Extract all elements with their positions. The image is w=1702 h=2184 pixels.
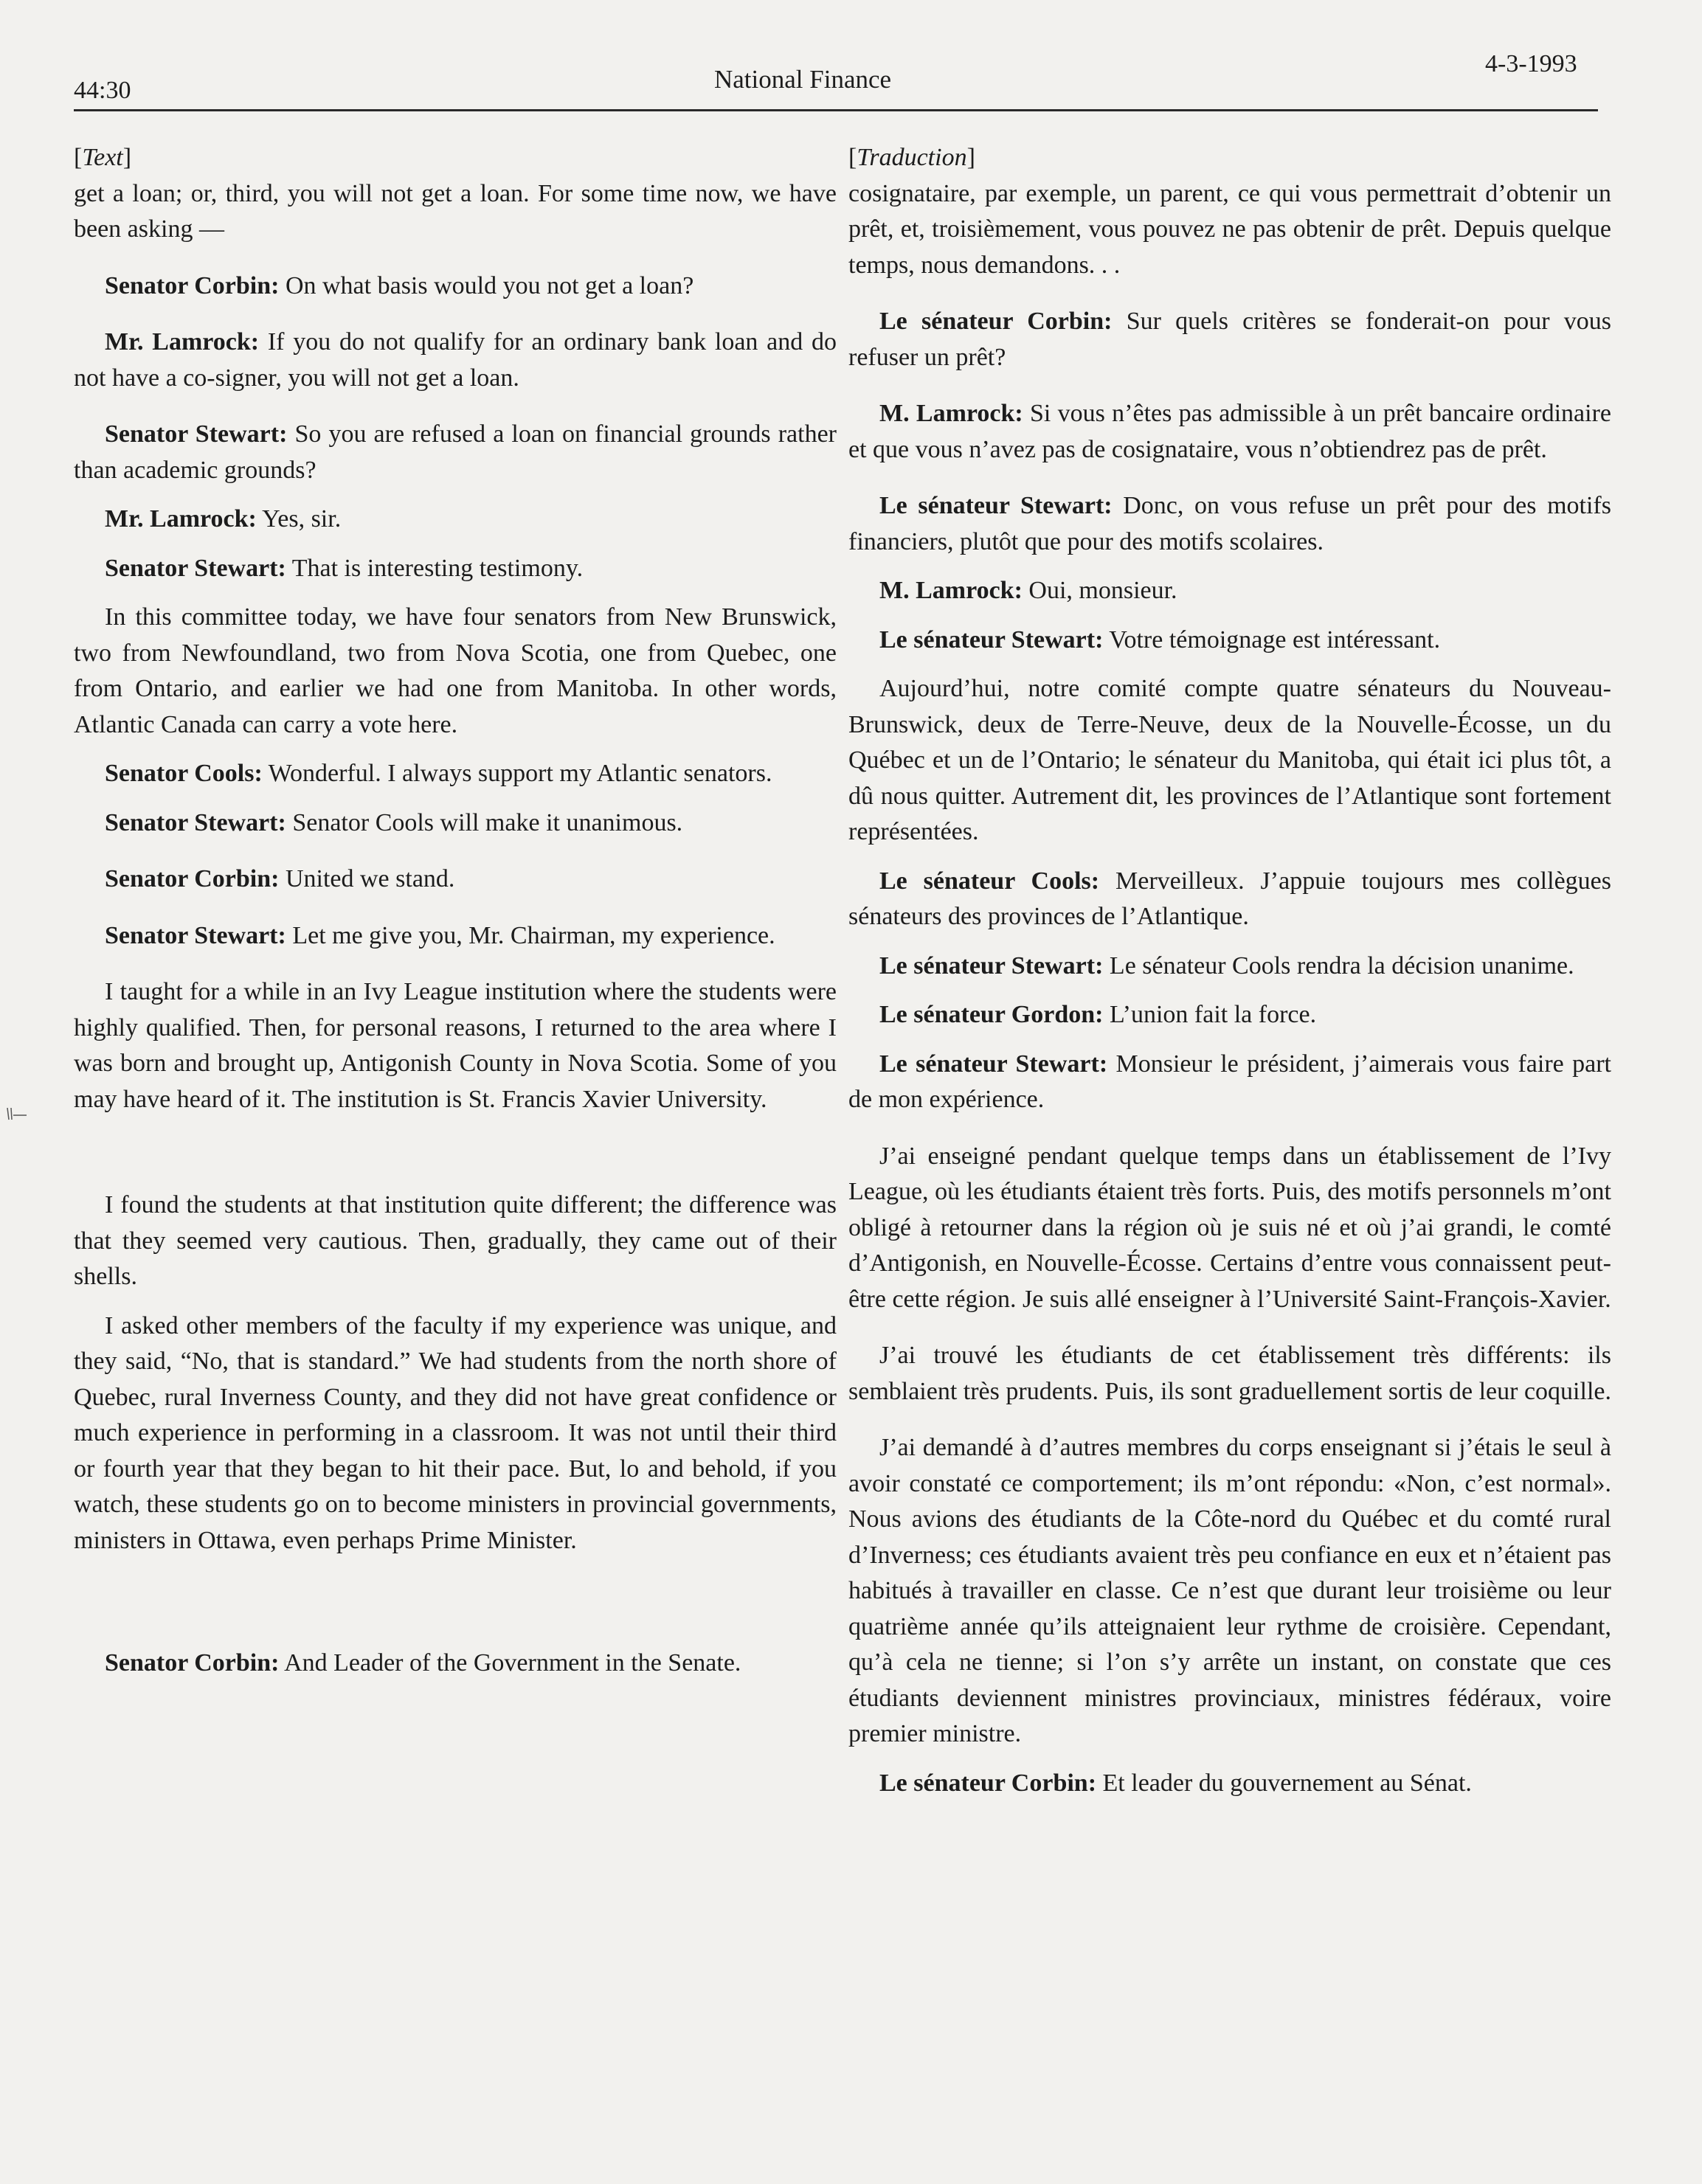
paragraph: Senator Stewart: Let me give you, Mr. Chairman, my experience. <box>105 921 775 949</box>
paragraph: I found the students at that institution quite different; the difference was that they seemed very cautious. Then, gradually, they came out of their shells. <box>74 1191 837 1290</box>
speaker: Senator Stewart: <box>105 808 286 836</box>
paragraph: M. Lamrock: Oui, monsieur. <box>879 577 1177 604</box>
speaker: Mr. Lamrock: <box>105 505 257 533</box>
paragraph: Le sénateur Gordon: L’union fait la force. <box>879 1001 1317 1028</box>
paragraph: Senator Stewart: That is interesting testimony. <box>105 554 584 582</box>
paragraph: Le sénateur Cools: Merveilleux. J’appuie toujours mes collègues sénateurs des provinces de l’Atlantique. <box>848 867 1611 930</box>
french-column <box>848 140 1611 1801</box>
speaker: Le sénateur Stewart: <box>879 492 1113 519</box>
paragraph: Senator Stewart: Senator Cools will make it unanimous. <box>105 808 683 836</box>
paragraph: Senator Cools: Wonderful. I always support my Atlantic senators. <box>105 760 772 787</box>
speaker: Le sénateur Cools: <box>879 867 1100 895</box>
speaker: Senator Stewart: <box>105 921 286 949</box>
speaker: Le sénateur Stewart: <box>879 951 1104 980</box>
paragraph: Le sénateur Stewart: Monsieur le président, j’aimerais vous faire part de mon expérience. <box>848 1050 1611 1113</box>
paragraph: Le sénateur Stewart: Votre témoignage est intéressant. <box>879 625 1441 654</box>
paragraph: Senator Stewart: So you are refused a loan on financial grounds rather than academic grounds? <box>74 420 837 484</box>
paragraph: get a loan; or, third, you will not get a loan. For some time now, we have been asking — <box>74 179 837 243</box>
paragraph: Senator Corbin: And Leader of the Government in the Senate. <box>105 1649 741 1677</box>
speaker: Senator Stewart: <box>105 554 286 582</box>
speaker: Mr. Lamrock: <box>105 328 260 356</box>
sitting-date: 4-3-1993 <box>1485 50 1577 77</box>
paragraph: cosignataire, par exemple, un parent, ce qui vous permettrait d’obtenir un prêt, et, troisièmement, vous pouvez ne pas obtenir de prêt. Depuis quelque temps, nous demandons. . . <box>848 179 1611 279</box>
speaker: Le sénateur Stewart: <box>879 1050 1108 1078</box>
paragraph: Le sénateur Stewart: Le sénateur Cools rendra la décision unanime. <box>879 951 1574 980</box>
speaker: Senator Corbin: <box>105 1649 280 1677</box>
page-reference: 44:30 <box>74 77 131 104</box>
header-rule <box>74 109 1598 111</box>
speaker: Senator Stewart: <box>105 420 288 448</box>
language-tag: [Text] <box>74 144 132 171</box>
paragraph: J’ai demandé à d’autres membres du corps enseignant si j’étais le seul à avoir constaté ce comportement; ils m’ont répondu: «Non, c’est normal». Nous avions des étudiants de la Côte-nord du Québec et du comté rural d’Inverness; ces étudiants avaient très peu confiance en eux et n’étaient pas habitués à travailler en classe. Ce n’est que durant leur troisième ou leur quatrième année qu’ils atteignaient leur rythme de croisière. Cependant, qu’à cela ne tienne; si l’on s’y arrête un instant, on constate que ces étudiants deviennent ministres provinciaux, ministres fédéraux, voire premier ministre. <box>848 1434 1611 1747</box>
paragraph: Mr. Lamrock: Yes, sir. <box>105 505 342 533</box>
paragraph: J’ai enseigné pendant quelque temps dans un établissement de l’Ivy League, où les étudiants étaient très forts. Puis, des motifs personnels m’ont obligé à retourner dans la région où je suis né et où j’ai grandi, le comté d’Antigonish, en Nouvelle-Écosse. Certains d’entre vous connaissent peut-être cette région. Je suis allé enseigner à l’Université Saint-François-Xavier. <box>848 1142 1611 1313</box>
speaker: Le sénateur Gordon: <box>879 1001 1104 1028</box>
paragraph: J’ai trouvé les étudiants de cet établissement très différents: ils semblaient très prudents. Puis, ils sont graduellement sortis de leur coquille. <box>848 1342 1611 1405</box>
paragraph: I asked other members of the faculty if my experience was unique, and they said, “No, that is standard.” We had students from the north shore of Quebec, rural Inverness County, and they did not have great confidence or much experience in performing in a classroom. It was not until their third or fourth year that they began to hit their pace. But, lo and behold, if you watch, these students go on to become ministers in provincial governments, ministers in Ottawa, even perhaps Prime Minister. <box>74 1311 837 1554</box>
speaker: Le sénateur Stewart: <box>879 625 1104 654</box>
speaker: Senator Corbin: <box>105 271 280 299</box>
margin-mark-icon <box>6 1106 28 1121</box>
paragraph: Senator Corbin: United we stand. <box>105 865 455 892</box>
paragraph: M. Lamrock: Si vous n’êtes pas admissible à un prêt bancaire ordinaire et que vous n’avez pas de cosignataire, vous n’obtiendrez pas de prêt. <box>848 400 1612 463</box>
paragraph: Le sénateur Corbin: Sur quels critères se fonderait-on pour vous refuser un prêt? <box>848 308 1611 371</box>
paragraph: Le sénateur Corbin: Et leader du gouvernement au Sénat. <box>879 1769 1472 1797</box>
paragraph: Senator Corbin: On what basis would you not get a loan? <box>105 271 694 299</box>
paragraph: Mr. Lamrock: If you do not qualify for an ordinary bank loan and do not have a co-signer, you will not get a loan. <box>74 328 837 392</box>
speaker: M. Lamrock: <box>879 577 1023 604</box>
paragraph: I taught for a while in an Ivy League institution where the students were highly qualified. Then, for personal reasons, I returned to the area where I was born and brought up, Antigonish County in Nova Scotia. Some of you may have heard of it. The institution is St. Francis Xavier University. <box>74 978 837 1113</box>
speaker: Le sénateur Corbin: <box>879 308 1113 335</box>
language-tag: [Traduction] <box>848 144 975 171</box>
speaker: M. Lamrock: <box>879 400 1023 427</box>
committee-title: National Finance <box>714 65 892 94</box>
speaker: Le sénateur Corbin: <box>879 1769 1097 1797</box>
paragraph: Le sénateur Stewart: Donc, on vous refuse un prêt pour des motifs financiers, plutôt que pour des motifs scolaires. <box>848 492 1611 555</box>
paragraph: In this committee today, we have four senators from New Brunswick, two from Newfoundland, two from Nova Scotia, one from Quebec, one from Ontario, and earlier we had one from Manitoba. In other words, Atlantic Canada can carry a vote here. <box>74 603 837 738</box>
paragraph: Aujourd’hui, notre comité compte quatre sénateurs du Nouveau-Brunswick, deux de Terre-Neuve, deux de la Nouvelle-Écosse, un du Québec et un de l’Ontario; le sénateur du Manitoba, qui était ici plus tôt, a dû nous quitter. Autrement dit, les provinces de l’Atlantique sont fortement représentées. <box>848 675 1611 845</box>
speaker: Senator Cools: <box>105 760 263 787</box>
speaker: Senator Corbin: <box>105 865 280 892</box>
english-column <box>74 140 837 1682</box>
